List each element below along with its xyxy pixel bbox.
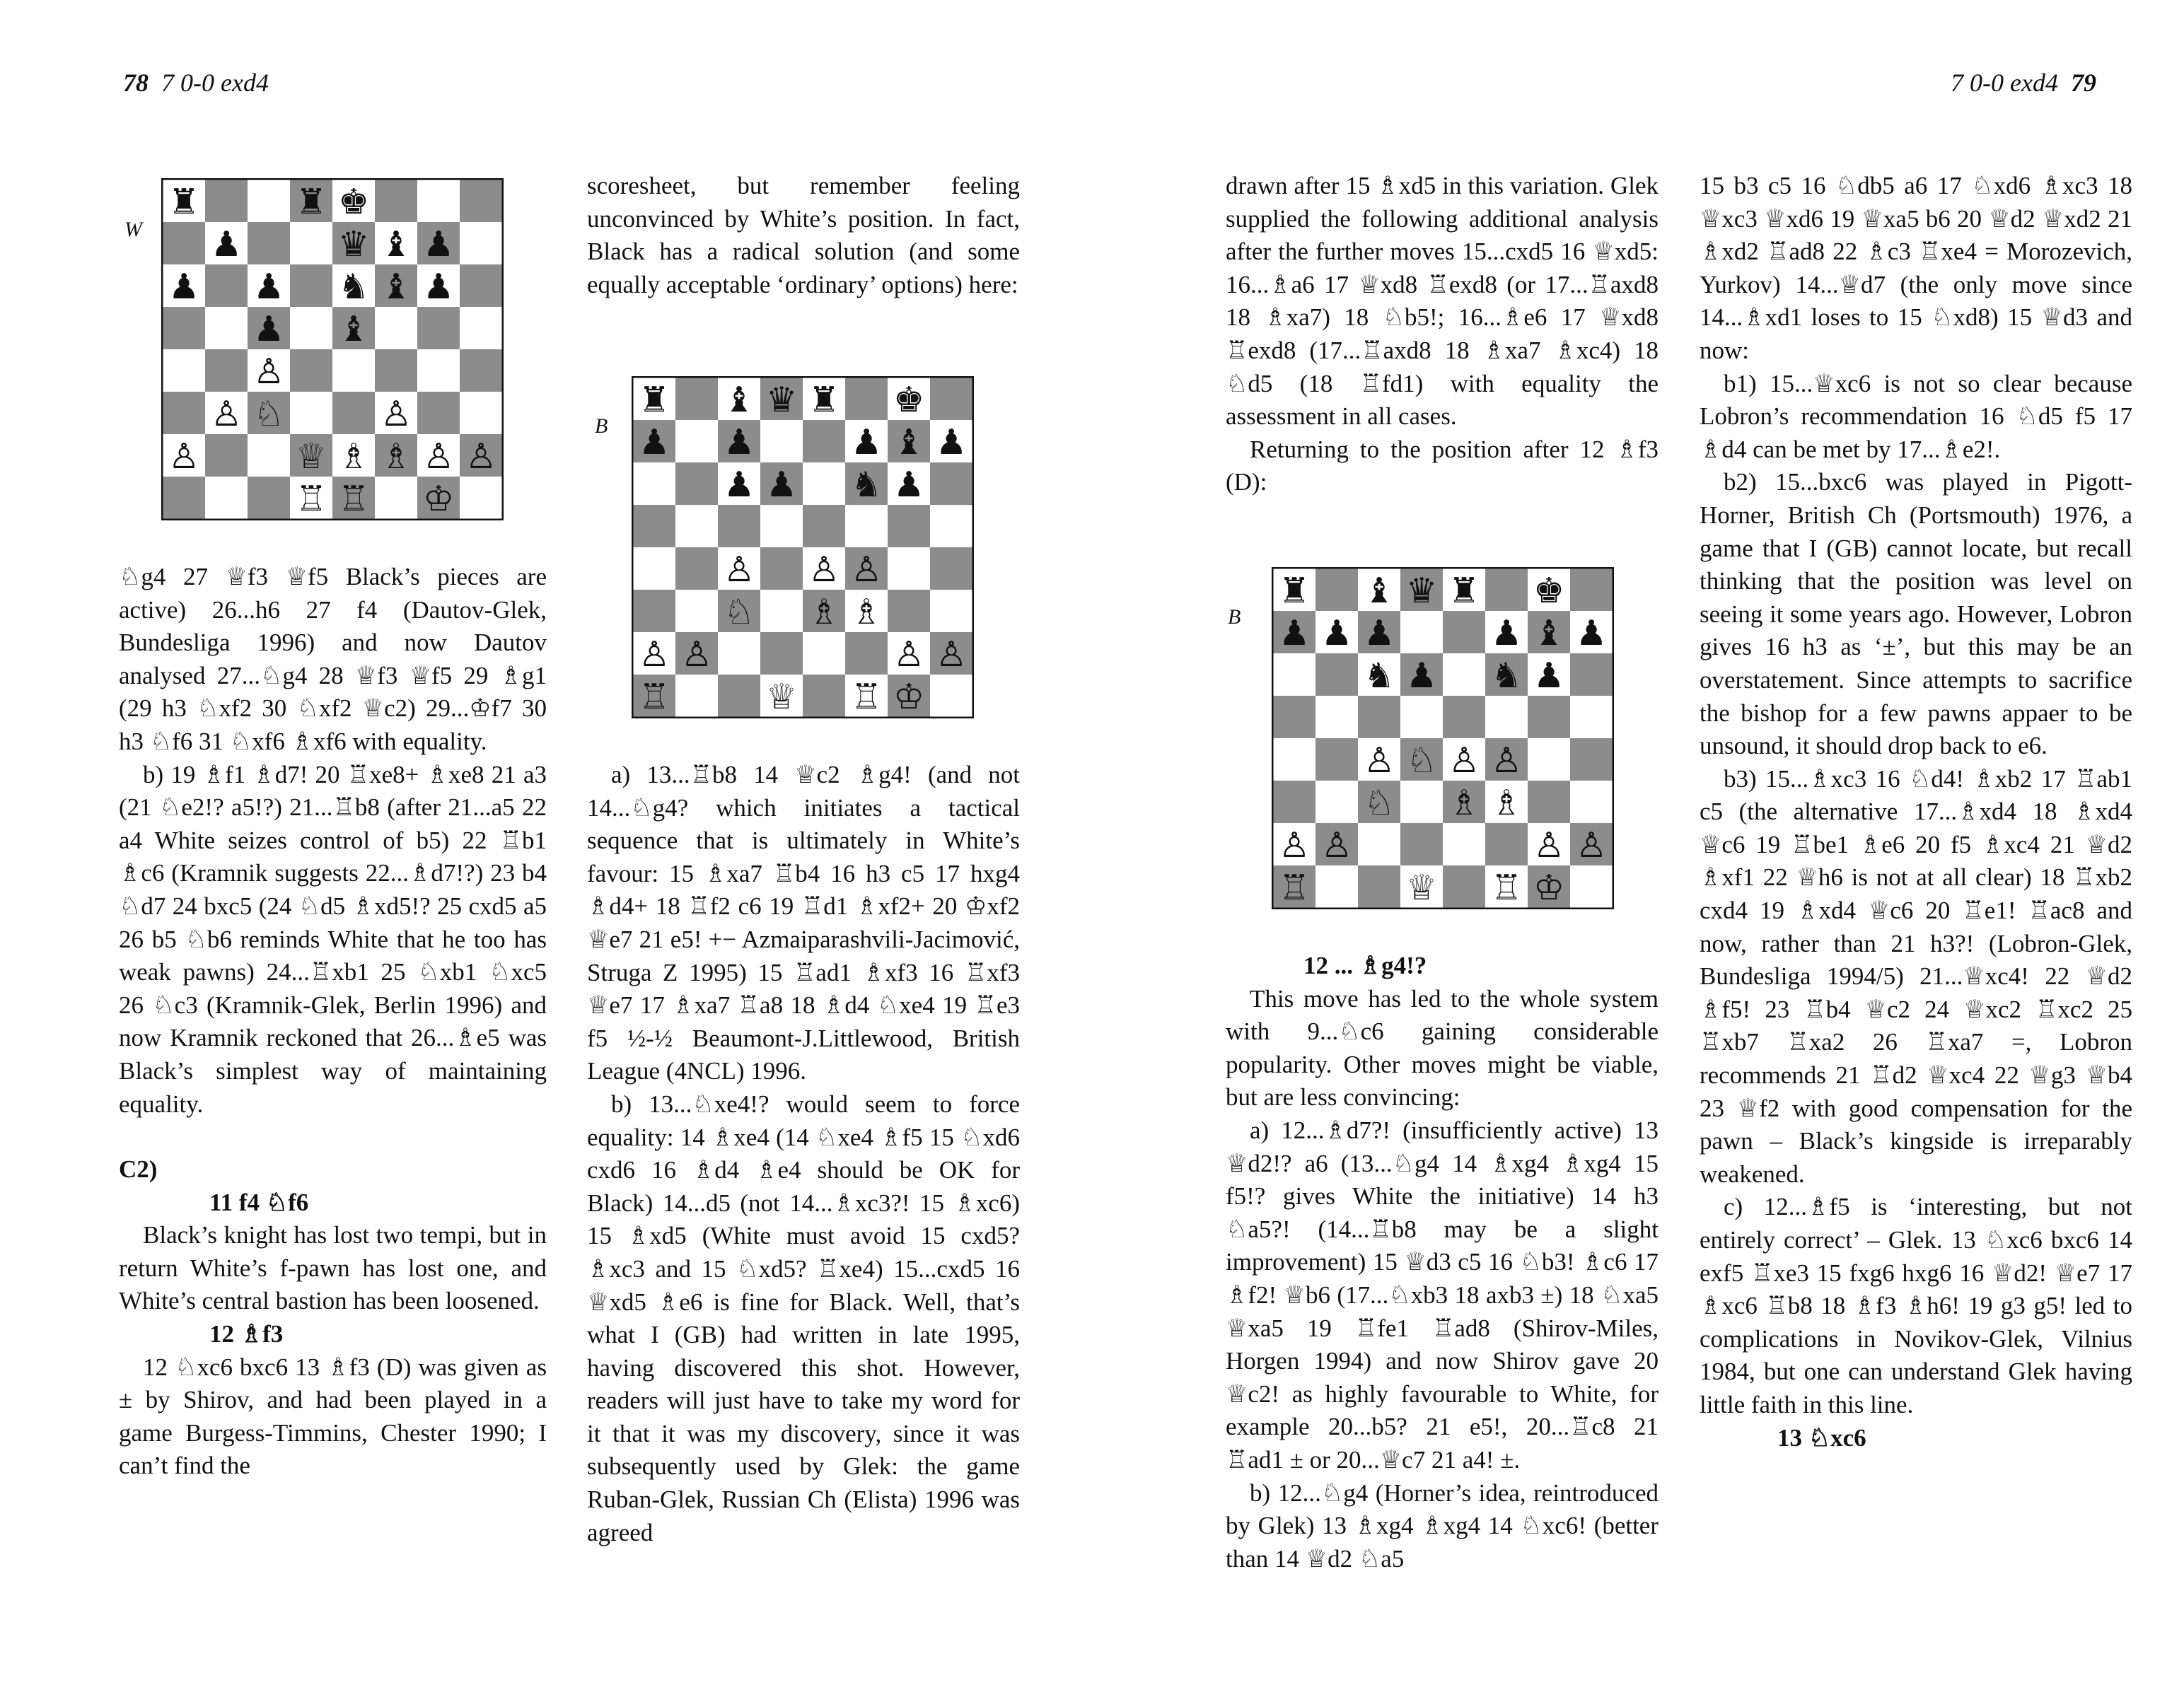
white-queen-icon: ♕ bbox=[295, 436, 327, 477]
light-square bbox=[930, 590, 972, 632]
dark-square bbox=[1485, 823, 1528, 865]
light-square bbox=[460, 307, 502, 349]
black-pawn-icon: ♟ bbox=[723, 421, 755, 462]
left-page-title: 7 0-0 exd4 bbox=[161, 69, 269, 97]
black-pawn-icon: ♟ bbox=[765, 464, 798, 505]
paragraph: Returning to the position after 12 ♗f3 (D): bbox=[1226, 435, 1659, 496]
dark-square bbox=[718, 675, 760, 717]
dark-square bbox=[718, 505, 760, 547]
right-column-1-bottom bbox=[1226, 950, 1659, 1575]
dark-square bbox=[1358, 865, 1400, 908]
black-pawn-icon: ♟ bbox=[422, 223, 455, 264]
light-square bbox=[675, 420, 718, 462]
paragraph: b1) 15...♕xc6 is not so clear because Lobron’s recommendation 16 ♘d5 f5 17 ♗d4 can be met by 17...♗e2!. bbox=[1700, 369, 2132, 463]
chess-board bbox=[161, 178, 504, 520]
dark-square bbox=[205, 349, 248, 392]
dark-square bbox=[1528, 696, 1570, 738]
dark-square bbox=[205, 434, 248, 477]
dark-square bbox=[1358, 696, 1400, 738]
light-square bbox=[888, 547, 930, 590]
right-page-title: 7 0-0 exd4 bbox=[1951, 69, 2058, 97]
light-square bbox=[1570, 781, 1613, 823]
light-square bbox=[1273, 653, 1315, 696]
paragraph: b) 12...♘g4 (Horner’s idea, reintroduced by Glek) 13 ♗xg4 ♗xg4 14 ♘xc6! (better than 14 ♕d2 ♘a5 bbox=[1226, 1479, 1659, 1573]
light-square bbox=[1400, 781, 1443, 823]
black-knight-icon: ♞ bbox=[850, 464, 883, 505]
light-square bbox=[417, 180, 460, 222]
dark-square bbox=[675, 547, 718, 590]
light-square bbox=[1315, 696, 1358, 738]
white-pawn-icon: ♙ bbox=[1363, 740, 1395, 781]
white-queen-icon: ♕ bbox=[1405, 867, 1438, 908]
black-bishop-icon: ♝ bbox=[893, 421, 925, 462]
dark-square bbox=[1315, 738, 1358, 781]
dark-square bbox=[1443, 696, 1485, 738]
light-square bbox=[1528, 738, 1570, 781]
dark-square bbox=[1570, 653, 1613, 696]
black-bishop-icon: ♝ bbox=[337, 308, 370, 349]
light-square bbox=[675, 590, 718, 632]
white-knight-icon: ♘ bbox=[1405, 740, 1438, 781]
black-pawn-icon: ♟ bbox=[1363, 612, 1395, 653]
white-queen-icon: ♕ bbox=[765, 676, 798, 717]
light-square bbox=[1400, 696, 1443, 738]
black-pawn-icon: ♟ bbox=[935, 421, 968, 462]
dark-square bbox=[845, 632, 888, 675]
white-pawn-icon: ♙ bbox=[638, 634, 670, 675]
white-king-icon: ♔ bbox=[893, 676, 925, 717]
white-rook-icon: ♖ bbox=[638, 676, 670, 717]
black-pawn-icon: ♟ bbox=[422, 266, 455, 307]
paragraph: drawn after 15 ♗xd5 in this variation. Glek supplied the following additional analysis after the further moves 15...cxd5 16 ♕xd5: 16...♗a6 17 ♕xd8 ♖exd8 (or 17...♖axd8 18 ♗xa7) 18 ♘b5!; 16...♗e6 17 ♕xd8 ♖exd8 (17...♖axd8 18 ♗xa7 ♗xc4) 18 ♘d5 (18 ♖fd1) with equality the assessment in all cases. bbox=[1226, 172, 1659, 431]
right-column-2 bbox=[1700, 170, 2132, 1454]
light-square bbox=[1443, 823, 1485, 865]
black-bishop-icon: ♝ bbox=[723, 379, 755, 420]
white-pawn-icon: ♙ bbox=[168, 436, 200, 477]
dark-square bbox=[1273, 781, 1315, 823]
diagram-side-to-move: B bbox=[1228, 605, 1241, 629]
light-square bbox=[1400, 611, 1443, 653]
dark-square bbox=[205, 264, 248, 307]
white-pawn-icon: ♙ bbox=[1533, 824, 1565, 865]
light-square bbox=[290, 222, 332, 264]
dark-square bbox=[1273, 696, 1315, 738]
white-rook-icon: ♖ bbox=[850, 676, 883, 717]
black-bishop-icon: ♝ bbox=[1363, 570, 1395, 611]
dark-square bbox=[163, 477, 205, 519]
dark-square bbox=[163, 392, 205, 434]
black-queen-icon: ♛ bbox=[337, 223, 370, 264]
white-king-icon: ♔ bbox=[422, 478, 455, 519]
section-heading: C2) bbox=[119, 1155, 158, 1184]
move-line: 11 f4 ♘f6 bbox=[209, 1188, 309, 1216]
white-pawn-icon: ♙ bbox=[380, 393, 412, 434]
black-rook-icon: ♜ bbox=[808, 379, 840, 420]
black-king-icon: ♚ bbox=[893, 379, 925, 420]
right-column-1-top bbox=[1226, 170, 1659, 499]
dark-square bbox=[930, 547, 972, 590]
white-bishop-icon: ♗ bbox=[850, 591, 883, 632]
dark-square bbox=[930, 462, 972, 505]
black-pawn-icon: ♟ bbox=[1278, 612, 1311, 653]
white-bishop-icon: ♗ bbox=[808, 591, 840, 632]
light-square bbox=[248, 180, 290, 222]
dark-square bbox=[675, 378, 718, 420]
left-column-2-bottom bbox=[587, 759, 1020, 1549]
dark-square bbox=[290, 264, 332, 307]
white-pawn-icon: ♙ bbox=[252, 351, 285, 392]
black-knight-icon: ♞ bbox=[1363, 655, 1395, 696]
black-pawn-icon: ♟ bbox=[1575, 612, 1608, 653]
light-square bbox=[1443, 653, 1485, 696]
black-pawn-icon: ♟ bbox=[1320, 612, 1353, 653]
light-square bbox=[375, 307, 417, 349]
dark-square bbox=[888, 505, 930, 547]
black-pawn-icon: ♟ bbox=[1405, 655, 1438, 696]
paragraph: Black’s knight has lost two tempi, but in return White’s f-pawn has lost one, and White’s central bastion has been loosened. bbox=[119, 1221, 547, 1315]
light-square bbox=[675, 505, 718, 547]
black-bishop-icon: ♝ bbox=[380, 223, 412, 264]
dark-square bbox=[332, 392, 375, 434]
dark-square bbox=[1315, 653, 1358, 696]
light-square bbox=[290, 392, 332, 434]
paragraph: c) 12...♗f5 is ‘interesting, but not entirely correct’ – Glek. 13 ♘xc6 bxc6 14 exf5 ♖xe3 15 fxg6 hxg6 16 ♕d2! ♕e7 17 ♗xc6 ♖b8 18 ♗f3 ♗h6! 19 g3 g5! led to complications in Novikov-Glek, Vilnius 1984, but one can understand Glek having little faith in this line. bbox=[1700, 1193, 2132, 1418]
light-square bbox=[1570, 865, 1613, 908]
black-rook-icon: ♜ bbox=[168, 181, 200, 222]
light-square bbox=[417, 349, 460, 392]
white-pawn-icon: ♙ bbox=[1278, 824, 1311, 865]
light-square bbox=[332, 349, 375, 392]
light-square bbox=[1315, 865, 1358, 908]
black-knight-icon: ♞ bbox=[337, 266, 370, 307]
dark-square bbox=[460, 349, 502, 392]
white-bishop-icon: ♗ bbox=[337, 436, 370, 477]
paragraph: a) 13...♖b8 14 ♕c2 ♗g4! (and not 14...♘g4? which initiates a tactical sequence that is ultimately in White’s favour: 15 ♗xa7 ♖b4 16 h3 c5 17 hxg4 ♗d4+ 18 ♖f2 c6 19 ♖d1 ♗xf2+ 20 ♔xf2 ♕e7 21 e5! +− Azmaiparashvili-Jacimović, Struga Z 1995) 15 ♖ad1 ♗xf3 16 ♖xf3 ♕e7 17 ♗xa7 ♖a8 18 ♗d4 ♘xe4 19 ♖e3 f5 ½-½ Beaumont-J.Littlewood, British League (4NCL) 1996. bbox=[587, 761, 1020, 1085]
light-square bbox=[163, 349, 205, 392]
right-page-number: 79 bbox=[2071, 69, 2096, 97]
black-pawn-icon: ♟ bbox=[1533, 655, 1565, 696]
white-bishop-icon: ♗ bbox=[380, 436, 412, 477]
white-bishop-icon: ♗ bbox=[1448, 782, 1480, 823]
light-square bbox=[1358, 823, 1400, 865]
light-square bbox=[803, 632, 845, 675]
black-bishop-icon: ♝ bbox=[380, 266, 412, 307]
white-rook-icon: ♖ bbox=[337, 478, 370, 519]
dark-square bbox=[1570, 568, 1613, 611]
dark-square bbox=[760, 547, 803, 590]
white-pawn-icon: ♙ bbox=[808, 549, 840, 590]
chess-diagram-2 bbox=[591, 373, 976, 727]
light-square bbox=[1273, 738, 1315, 781]
light-square bbox=[675, 675, 718, 717]
dark-square bbox=[163, 307, 205, 349]
white-pawn-icon: ♙ bbox=[680, 634, 713, 675]
paragraph: a) 12...♗d7?! (insufficiently active) 13 ♕d2!? a6 (13...♘g4 14 ♗xg4 ♗xg4 15 f5!? gives White the initiative) 14 h3 ♘a5?! (14...♖b8 may be a slight improvement) 15 ♕d3 c5 16 ♘b3! ♗c6 17 ♗f2! ♕b6 (17...♘xb3 18 axb3 ±) 18 ♘xa5 ♕xa5 19 ♖fe1 ♖ad8 (Shirov-Miles, Horgen 1994) and now Shirov gave 20 ♕c2! as highly favourable to White, for example 20...b5? 21 e5!, 20...♖c8 21 ♖ad1 ± or 20...♕c7 21 a4! ±. bbox=[1226, 1116, 1659, 1474]
black-pawn-icon: ♟ bbox=[252, 266, 285, 307]
chess-diagram-3 bbox=[1224, 564, 1616, 918]
white-pawn-icon: ♙ bbox=[850, 549, 883, 590]
black-pawn-icon: ♟ bbox=[252, 308, 285, 349]
dark-square bbox=[1443, 865, 1485, 908]
black-rook-icon: ♜ bbox=[1278, 570, 1311, 611]
white-bishop-icon: ♗ bbox=[1490, 782, 1523, 823]
dark-square bbox=[1528, 781, 1570, 823]
white-pawn-icon: ♙ bbox=[210, 393, 243, 434]
black-pawn-icon: ♟ bbox=[850, 421, 883, 462]
dark-square bbox=[460, 180, 502, 222]
light-square bbox=[460, 222, 502, 264]
dark-square bbox=[290, 349, 332, 392]
white-king-icon: ♔ bbox=[1533, 867, 1565, 908]
dark-square bbox=[248, 477, 290, 519]
black-king-icon: ♚ bbox=[1533, 570, 1565, 611]
white-rook-icon: ♖ bbox=[1490, 867, 1523, 908]
black-knight-icon: ♞ bbox=[1490, 655, 1523, 696]
move-line: 13 ♘xc6 bbox=[1777, 1423, 1866, 1452]
white-knight-icon: ♘ bbox=[1363, 782, 1395, 823]
black-rook-icon: ♜ bbox=[638, 379, 670, 420]
dark-square bbox=[930, 378, 972, 420]
light-square bbox=[718, 632, 760, 675]
black-queen-icon: ♛ bbox=[1405, 570, 1438, 611]
move-line: 12 ♗f3 bbox=[209, 1320, 284, 1348]
white-pawn-icon: ♙ bbox=[422, 436, 455, 477]
light-square bbox=[248, 434, 290, 477]
white-rook-icon: ♖ bbox=[1278, 867, 1311, 908]
white-pawn-icon: ♙ bbox=[465, 436, 497, 477]
light-square bbox=[1485, 696, 1528, 738]
light-square bbox=[633, 462, 675, 505]
white-pawn-icon: ♙ bbox=[935, 634, 968, 675]
light-square bbox=[760, 420, 803, 462]
light-square bbox=[1570, 696, 1613, 738]
left-page-number: 78 bbox=[123, 69, 149, 97]
paragraph: ♘g4 27 ♕f3 ♕f5 Black’s pieces are active) 26...h6 27 f4 (Dautov-Glek, Bundesliga 1996) and now Dautov analysed 27...♘g4 28 ♕f3 ♕f5 29 ♗g1 (29 h3 ♘xf2 30 ♘xf2 ♕c2) 29...♔f7 30 h3 ♘f6 31 ♘xf6 ♗xf6 with equality. bbox=[119, 563, 547, 755]
diagram-side-to-move: B bbox=[595, 414, 608, 438]
dark-square bbox=[205, 180, 248, 222]
paragraph: b) 13...♘xe4!? would seem to force equality: 14 ♗xe4 (14 ♘xe4 ♗f5 15 ♘xd6 cxd6 16 ♗d4 ♗e4 should be OK for Black) 14...d5 (not 14...♗xc3?! 15 ♗xc6) 15 ♗xd5 (White must avoid 15 cxd5? ♗xc3 and 15 ♘xd5? ♖xe4) 15...cxd5 16 ♕xd5 ♗e6 is fine for Black. Well, that’s what I (GB) had written in late 1995, having discovered this shot. However, readers will just have to take my word for it that it was my discovery, since it was subsequently used by Glek: the game Ruban-Glek, Russian Ch (Elista) 1996 was agreed bbox=[587, 1090, 1020, 1546]
dark-square bbox=[1570, 738, 1613, 781]
black-queen-icon: ♛ bbox=[765, 379, 798, 420]
white-rook-icon: ♖ bbox=[295, 478, 327, 519]
paragraph: b3) 15...♗xc3 16 ♘d4! ♗xb2 17 ♖ab1 c5 (the alternative 17...♗xd4 18 ♗xd4 ♕c6 19 ♖be1 ♗e6 20 f5 ♗xc4 21 ♕d2 ♗xf1 22 ♕h6 is not at all clear) 18 ♖xb2 cxd4 19 ♗xd4 ♕c6 20 ♖e1! ♖ac8 and now, rather than 21 h3?! (Lobron-Glek, Bundesliga 1994/5) 21...♕xc4! 22 ♕d2 ♗f5! 23 ♖b4 ♕c2 24 ♕xc2 ♖xc2 25 ♖xb7 ♖xa2 26 ♖xa7 =, Lobron recommends 21 ♖d2 ♕xc4 22 ♕g3 ♕b4 23 ♕f2 with good compensation for the pawn – Black’s kingside is irreparably weakened. bbox=[1700, 764, 2132, 1188]
left-page-header bbox=[123, 68, 269, 98]
dark-square bbox=[803, 675, 845, 717]
black-rook-icon: ♜ bbox=[295, 181, 327, 222]
dark-square bbox=[1443, 611, 1485, 653]
dark-square bbox=[1400, 823, 1443, 865]
light-square bbox=[460, 392, 502, 434]
dark-square bbox=[633, 590, 675, 632]
chess-board bbox=[632, 376, 974, 718]
white-pawn-icon: ♙ bbox=[1448, 740, 1480, 781]
paragraph: b) 19 ♗f1 ♗d7! 20 ♖xe8+ ♗xe8 21 a3 (21 ♘e2!? a5!?) 21...♖b8 (after 21...a5 22 a4 White seizes control of b5) 22 ♖b1 ♗c6 (Kramnik suggests 22...♗d7!?) 23 b4 ♘d7 24 bxc5 (24 ♘d5 ♗xd5!? 25 cxd5 a5 26 b5 ♘b6 reminds White that he too has weak pawns) 24...♖xb1 25 ♘xb1 ♘xc5 26 ♘c3 (Kramnik-Glek, Berlin 1996) and now Kramnik reckoned that 26...♗e5 was Black’s simplest way of maintaining equality. bbox=[119, 760, 547, 1118]
light-square bbox=[930, 675, 972, 717]
left-column-1 bbox=[119, 561, 547, 1483]
paragraph: 12 ♘xc6 bxc6 13 ♗f3 (D) was given as ± by Shirov, and had been played in a game Burgess-Timmins, Chester 1990; I can’t find the bbox=[119, 1353, 547, 1480]
chess-diagram-1 bbox=[120, 175, 502, 529]
black-pawn-icon: ♟ bbox=[893, 464, 925, 505]
dark-square bbox=[248, 222, 290, 264]
light-square bbox=[845, 505, 888, 547]
move-line: 12 ... ♗g4!? bbox=[1303, 952, 1427, 979]
light-square bbox=[633, 547, 675, 590]
paragraph: 15 b3 c5 16 ♘db5 a6 17 ♘xd6 ♗xc3 18 ♕xc3 ♕xd6 19 ♕xa5 b6 20 ♕d2 ♕xd2 21 ♗xd2 ♖ad8 22 ♗c3 ♖xe4 = Morozevich, Yurkov) 14...♕d7 (the only move since 14...♗xd1 loses to 15 ♘xd8) 15 ♕d3 and now: bbox=[1700, 172, 2132, 364]
light-square bbox=[930, 505, 972, 547]
paragraph: This move has led to the whole system with 9...♘c6 gaining considerable popularity. Other moves might be viable, but are less convincing: bbox=[1226, 984, 1659, 1112]
chess-board bbox=[1272, 567, 1614, 909]
black-pawn-icon: ♟ bbox=[1490, 612, 1523, 653]
white-pawn-icon: ♙ bbox=[723, 549, 755, 590]
white-pawn-icon: ♙ bbox=[893, 634, 925, 675]
black-pawn-icon: ♟ bbox=[723, 464, 755, 505]
dark-square bbox=[633, 505, 675, 547]
black-pawn-icon: ♟ bbox=[168, 266, 200, 307]
dark-square bbox=[460, 264, 502, 307]
black-rook-icon: ♜ bbox=[1448, 570, 1480, 611]
light-square bbox=[760, 505, 803, 547]
white-pawn-icon: ♙ bbox=[1490, 740, 1523, 781]
diagram-side-to-move: W bbox=[124, 218, 142, 241]
white-knight-icon: ♘ bbox=[723, 591, 755, 632]
paragraph: scoresheet, but remember feeling unconvinced by White’s position. In fact, Black has a radical solution (and some equally acceptable ‘ordinary’ options) here: bbox=[587, 172, 1020, 298]
black-pawn-icon: ♟ bbox=[210, 223, 243, 264]
dark-square bbox=[163, 222, 205, 264]
dark-square bbox=[375, 180, 417, 222]
right-page-header bbox=[1951, 68, 2096, 98]
dark-square bbox=[888, 590, 930, 632]
white-pawn-icon: ♙ bbox=[1575, 824, 1608, 865]
paragraph: b2) 15...bxc6 was played in Pigott-Horner, British Ch (Portsmouth) 1976, a game that I (GB) cannot locate, but recall thinking that the position was level on seeing it some years ago. However, Lobron gives 16 h3 as ‘±’, but this may be an overstatement. Since attempts to sacrifice the bishop for a few pawns appaer to be unsound, it should drop back to e6. bbox=[1700, 468, 2132, 760]
black-pawn-icon: ♟ bbox=[638, 421, 670, 462]
dark-square bbox=[375, 349, 417, 392]
white-pawn-icon: ♙ bbox=[1320, 824, 1353, 865]
dark-square bbox=[803, 420, 845, 462]
light-square bbox=[205, 307, 248, 349]
dark-square bbox=[675, 462, 718, 505]
dark-square bbox=[803, 505, 845, 547]
light-square bbox=[803, 462, 845, 505]
left-column-2-top bbox=[587, 170, 1020, 301]
dark-square bbox=[417, 307, 460, 349]
dark-square bbox=[1485, 568, 1528, 611]
light-square bbox=[460, 477, 502, 519]
light-square bbox=[1315, 781, 1358, 823]
light-square bbox=[375, 477, 417, 519]
dark-square bbox=[1315, 568, 1358, 611]
light-square bbox=[290, 307, 332, 349]
white-knight-icon: ♘ bbox=[252, 393, 285, 434]
light-square bbox=[760, 590, 803, 632]
dark-square bbox=[417, 392, 460, 434]
dark-square bbox=[760, 632, 803, 675]
black-king-icon: ♚ bbox=[337, 181, 370, 222]
light-square bbox=[205, 477, 248, 519]
black-bishop-icon: ♝ bbox=[1533, 612, 1565, 653]
dark-square bbox=[845, 378, 888, 420]
